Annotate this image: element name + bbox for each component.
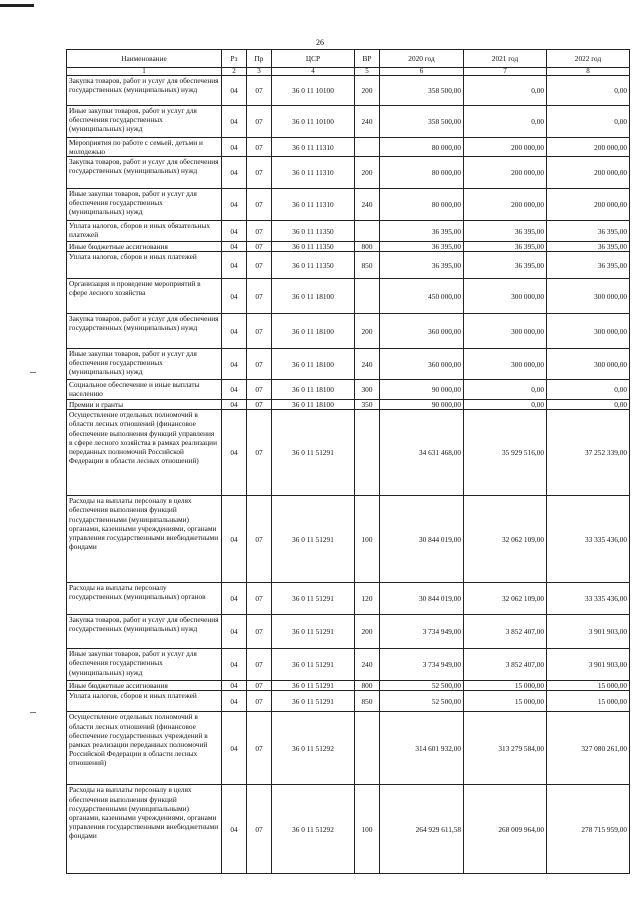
cell-y2020: 314 601 932,00	[380, 712, 464, 785]
cell-vr: 350	[355, 400, 380, 410]
cell-csr: 36 0 11 18100	[272, 380, 355, 400]
cell-vr	[355, 279, 380, 314]
cell-vr: 200	[355, 615, 380, 649]
table-row	[67, 583, 630, 615]
cell-y2022: 15 000,00	[547, 691, 630, 712]
cell-name: Иные закупки товаров, работ и услуг для обеспечения государственных (муниципальных) нужд	[67, 649, 222, 681]
cell-y2021: 0,00	[464, 76, 547, 106]
cell-csr: 36 0 11 51291	[272, 410, 355, 496]
cell-y2022: 0,00	[547, 76, 630, 106]
table-row	[67, 400, 630, 410]
cell-y2020: 36 395,00	[380, 252, 464, 279]
cell-y2021: 15 000,00	[464, 691, 547, 712]
table-row	[67, 76, 630, 106]
cell-name: Уплата налогов, сборов и иных платежей	[67, 691, 222, 712]
cell-vr: 800	[355, 681, 380, 691]
header-rz: Рз	[222, 50, 247, 68]
cell-name: Закупка товаров, работ и услуг для обеспечения государственных (муниципальных) нужд	[67, 157, 222, 189]
cell-rz: 04	[222, 252, 247, 279]
header-pr: Пр	[247, 50, 272, 68]
cell-vr: 100	[355, 785, 380, 874]
cell-y2022: 300 000,00	[547, 349, 630, 380]
cell-pr: 07	[247, 138, 272, 157]
cell-y2021: 36 395,00	[464, 252, 547, 279]
cell-y2020: 3 734 949,00	[380, 615, 464, 649]
column-number-row	[67, 68, 630, 76]
cell-rz: 04	[222, 681, 247, 691]
table-row	[67, 221, 630, 242]
cell-y2021: 3 852 407,00	[464, 615, 547, 649]
cell-name: Расходы на выплаты персоналу в целях обеспечения выполнения функций государственными (муниципальными) органами, казенными учреждениями, органами управления государственными внебюджетными фондами	[67, 496, 222, 583]
cell-vr: 200	[355, 314, 380, 349]
cell-csr: 36 0 11 11310	[272, 157, 355, 189]
cell-csr: 36 0 11 11350	[272, 242, 355, 252]
cell-name: Расходы на выплаты персоналу государственных (муниципальных) органов	[67, 583, 222, 615]
header-csr: ЦСР	[272, 50, 355, 68]
cell-name: Социальное обеспечение и иные выплаты населению	[67, 380, 222, 400]
cell-y2022: 33 335 436,00	[547, 583, 630, 615]
cell-vr: 120	[355, 583, 380, 615]
cell-csr: 36 0 11 51291	[272, 615, 355, 649]
cell-name: Расходы на выплаты персоналу в целях обеспечения выполнения функций государственными (муниципальными) органами, казенными учреждениями, органами управления государственными внебюджетными фондами	[67, 785, 222, 874]
cell-csr: 36 0 11 10100	[272, 76, 355, 106]
cell-y2022: 200 000,00	[547, 138, 630, 157]
column-number: 5	[355, 68, 380, 76]
cell-pr: 07	[247, 583, 272, 615]
cell-y2020: 30 844 019,00	[380, 496, 464, 583]
cell-y2020: 80 000,00	[380, 189, 464, 221]
cell-csr: 36 0 11 11350	[272, 252, 355, 279]
cell-vr: 850	[355, 252, 380, 279]
cell-rz: 04	[222, 649, 247, 681]
cell-name: Уплата налогов, сборов и иных платежей	[67, 252, 222, 279]
column-number: 4	[272, 68, 355, 76]
cell-rz: 04	[222, 785, 247, 874]
cell-y2021: 313 279 584,00	[464, 712, 547, 785]
cell-y2021: 3 852 407,00	[464, 649, 547, 681]
cell-y2020: 450 000,00	[380, 279, 464, 314]
cell-vr	[355, 138, 380, 157]
cell-vr: 300	[355, 380, 380, 400]
column-number: 7	[464, 68, 547, 76]
table-row	[67, 712, 630, 785]
cell-pr: 07	[247, 410, 272, 496]
table-row	[67, 189, 630, 221]
cell-name: Иные бюджетные ассигнования	[67, 681, 222, 691]
cell-csr: 36 0 11 18100	[272, 279, 355, 314]
cell-csr: 36 0 11 11310	[272, 189, 355, 221]
cell-vr: 200	[355, 157, 380, 189]
cell-y2021: 15 000,00	[464, 681, 547, 691]
cell-name: Иные бюджетные ассигнования	[67, 242, 222, 252]
cell-name: Премии и гранты	[67, 400, 222, 410]
cell-y2020: 358 500,00	[380, 76, 464, 106]
cell-vr: 850	[355, 691, 380, 712]
cell-y2020: 80 000,00	[380, 138, 464, 157]
table-row	[67, 106, 630, 138]
cell-vr: 200	[355, 76, 380, 106]
cell-rz: 04	[222, 410, 247, 496]
cell-csr: 36 0 11 51291	[272, 691, 355, 712]
cell-name: Осуществление отдельных полномочий в области лесных отношений (финансовое обеспечение государственных учреждений в рамках реализации переданных полномочий Российской Федерации в области лесных отношений)	[67, 712, 222, 785]
cell-y2022: 200 000,00	[547, 157, 630, 189]
cell-y2020: 34 631 468,00	[380, 410, 464, 496]
cell-csr: 36 0 11 18100	[272, 400, 355, 410]
cell-rz: 04	[222, 400, 247, 410]
cell-csr: 36 0 11 10100	[272, 106, 355, 138]
cell-y2022: 327 080 261,00	[547, 712, 630, 785]
cell-y2022: 0,00	[547, 380, 630, 400]
cell-y2021: 200 000,00	[464, 157, 547, 189]
cell-rz: 04	[222, 380, 247, 400]
cell-pr: 07	[247, 252, 272, 279]
margin-mark	[30, 712, 36, 713]
cell-csr: 36 0 11 51291	[272, 649, 355, 681]
cell-y2022: 300 000,00	[547, 314, 630, 349]
cell-pr: 07	[247, 314, 272, 349]
cell-pr: 07	[247, 279, 272, 314]
cell-pr: 07	[247, 649, 272, 681]
cell-csr: 36 0 11 11310	[272, 138, 355, 157]
cell-rz: 04	[222, 615, 247, 649]
cell-rz: 04	[222, 314, 247, 349]
cell-y2020: 36 395,00	[380, 221, 464, 242]
cell-y2021: 200 000,00	[464, 138, 547, 157]
column-number: 1	[67, 68, 222, 76]
cell-name: Иные закупки товаров, работ и услуг для обеспечения государственных (муниципальных) нужд	[67, 349, 222, 380]
cell-y2022: 36 395,00	[547, 252, 630, 279]
cell-csr: 36 0 11 51291	[272, 496, 355, 583]
cell-y2020: 36 395,00	[380, 242, 464, 252]
table-row	[67, 785, 630, 874]
cell-rz: 04	[222, 221, 247, 242]
table-row	[67, 252, 630, 279]
cell-rz: 04	[222, 189, 247, 221]
cell-pr: 07	[247, 400, 272, 410]
cell-csr: 36 0 11 18100	[272, 349, 355, 380]
cell-rz: 04	[222, 691, 247, 712]
cell-pr: 07	[247, 496, 272, 583]
cell-y2022: 3 901 903,00	[547, 649, 630, 681]
cell-vr: 800	[355, 242, 380, 252]
cell-y2021: 268 009 964,00	[464, 785, 547, 874]
cell-pr: 07	[247, 712, 272, 785]
cell-rz: 04	[222, 496, 247, 583]
cell-y2022: 36 395,00	[547, 242, 630, 252]
cell-rz: 04	[222, 349, 247, 380]
page-number: 26	[316, 38, 324, 47]
table-row	[67, 314, 630, 349]
cell-y2020: 360 000,00	[380, 349, 464, 380]
cell-pr: 07	[247, 106, 272, 138]
cell-y2020: 90 000,00	[380, 380, 464, 400]
header-row	[67, 50, 630, 68]
cell-y2021: 0,00	[464, 400, 547, 410]
cell-y2021: 300 000,00	[464, 314, 547, 349]
cell-vr: 240	[355, 649, 380, 681]
cell-y2021: 36 395,00	[464, 242, 547, 252]
table-row	[67, 138, 630, 157]
cell-y2022: 300 000,00	[547, 279, 630, 314]
table-row	[67, 279, 630, 314]
cell-name: Закупка товаров, работ и услуг для обеспечения государственных (муниципальных) нужд	[67, 615, 222, 649]
cell-y2022: 36 395,00	[547, 221, 630, 242]
cell-name: Иные закупки товаров, работ и услуг для обеспечения государственных (муниципальных) нужд	[67, 189, 222, 221]
margin-mark	[30, 372, 36, 373]
cell-pr: 07	[247, 380, 272, 400]
cell-pr: 07	[247, 691, 272, 712]
cell-pr: 07	[247, 76, 272, 106]
cell-rz: 04	[222, 106, 247, 138]
cell-csr: 36 0 11 51291	[272, 583, 355, 615]
cell-y2021: 300 000,00	[464, 349, 547, 380]
cell-y2022: 0,00	[547, 400, 630, 410]
column-number: 6	[380, 68, 464, 76]
cell-y2022: 200 000,00	[547, 189, 630, 221]
cell-vr: 240	[355, 349, 380, 380]
cell-y2021: 200 000,00	[464, 189, 547, 221]
cell-vr	[355, 712, 380, 785]
cell-y2020: 90 000,00	[380, 400, 464, 410]
table-row	[67, 349, 630, 380]
cell-rz: 04	[222, 583, 247, 615]
cell-y2020: 52 500,00	[380, 691, 464, 712]
cell-pr: 07	[247, 189, 272, 221]
budget-table	[66, 49, 630, 874]
cell-y2020: 52 500,00	[380, 681, 464, 691]
cell-vr: 240	[355, 189, 380, 221]
cell-y2020: 358 500,00	[380, 106, 464, 138]
cell-name: Иные закупки товаров, работ и услуг для обеспечения государственных (муниципальных) нужд	[67, 106, 222, 138]
cell-name: Мероприятия по работе с семьей, детьми и молодежью	[67, 138, 222, 157]
cell-y2020: 80 000,00	[380, 157, 464, 189]
cell-name: Закупка товаров, работ и услуг для обеспечения государственных (муниципальных) нужд	[67, 76, 222, 106]
table-row	[67, 496, 630, 583]
cell-rz: 04	[222, 157, 247, 189]
cell-csr: 36 0 11 11350	[272, 221, 355, 242]
header-2022: 2022 год	[547, 50, 630, 68]
column-number: 2	[222, 68, 247, 76]
cell-rz: 04	[222, 76, 247, 106]
cell-y2022: 15 000,00	[547, 681, 630, 691]
header-2021: 2021 год	[464, 50, 547, 68]
cell-y2020: 30 844 019,00	[380, 583, 464, 615]
cell-csr: 36 0 11 51291	[272, 681, 355, 691]
cell-pr: 07	[247, 681, 272, 691]
cell-y2022: 33 335 436,00	[547, 496, 630, 583]
cell-rz: 04	[222, 242, 247, 252]
cell-vr	[355, 410, 380, 496]
table-row	[67, 157, 630, 189]
cell-y2021: 0,00	[464, 106, 547, 138]
cell-rz: 04	[222, 279, 247, 314]
cell-y2022: 278 715 959,00	[547, 785, 630, 874]
cell-csr: 36 0 11 18100	[272, 314, 355, 349]
header-vr: ВР	[355, 50, 380, 68]
cell-y2022: 0,00	[547, 106, 630, 138]
table-row	[67, 242, 630, 252]
header-name: Наименование	[67, 50, 222, 68]
cell-vr: 240	[355, 106, 380, 138]
cell-pr: 07	[247, 242, 272, 252]
table-row	[67, 691, 630, 712]
cell-rz: 04	[222, 712, 247, 785]
cell-name: Организация и проведение мероприятий в сфере лесного хозяйства	[67, 279, 222, 314]
cell-csr: 36 0 11 51292	[272, 785, 355, 874]
cell-y2021: 35 929 516,00	[464, 410, 547, 496]
header-2020: 2020 год	[380, 50, 464, 68]
cell-y2020: 3 734 949,00	[380, 649, 464, 681]
cell-name: Осуществление отдельных полномочий в области лесных отношений (финансовое обеспечение выполнения функций управления в сфере лесного хозяйства в рамках реализации переданных полномочий Российской Федерации в области лесных отношений)	[67, 410, 222, 496]
cell-csr: 36 0 11 51292	[272, 712, 355, 785]
cell-y2021: 300 000,00	[464, 279, 547, 314]
cell-name: Закупка товаров, работ и услуг для обеспечения государственных (муниципальных) нужд	[67, 314, 222, 349]
table-row	[67, 681, 630, 691]
cell-y2021: 0,00	[464, 380, 547, 400]
cell-vr: 100	[355, 496, 380, 583]
cell-pr: 07	[247, 349, 272, 380]
cell-y2020: 360 000,00	[380, 314, 464, 349]
cell-name: Уплата налогов, сборов и иных обязательных платежей	[67, 221, 222, 242]
table-row	[67, 649, 630, 681]
cell-pr: 07	[247, 615, 272, 649]
column-number: 3	[247, 68, 272, 76]
corner-mark	[0, 0, 40, 10]
cell-y2022: 3 901 903,00	[547, 615, 630, 649]
cell-pr: 07	[247, 221, 272, 242]
cell-y2022: 37 252 339,00	[547, 410, 630, 496]
cell-y2021: 32 062 109,00	[464, 583, 547, 615]
cell-pr: 07	[247, 157, 272, 189]
table-row	[67, 410, 630, 496]
cell-y2021: 36 395,00	[464, 221, 547, 242]
column-number: 8	[547, 68, 630, 76]
cell-y2020: 264 929 611,58	[380, 785, 464, 874]
table-row	[67, 615, 630, 649]
table-row	[67, 380, 630, 400]
cell-vr	[355, 221, 380, 242]
cell-pr: 07	[247, 785, 272, 874]
cell-y2021: 32 062 109,00	[464, 496, 547, 583]
cell-rz: 04	[222, 138, 247, 157]
